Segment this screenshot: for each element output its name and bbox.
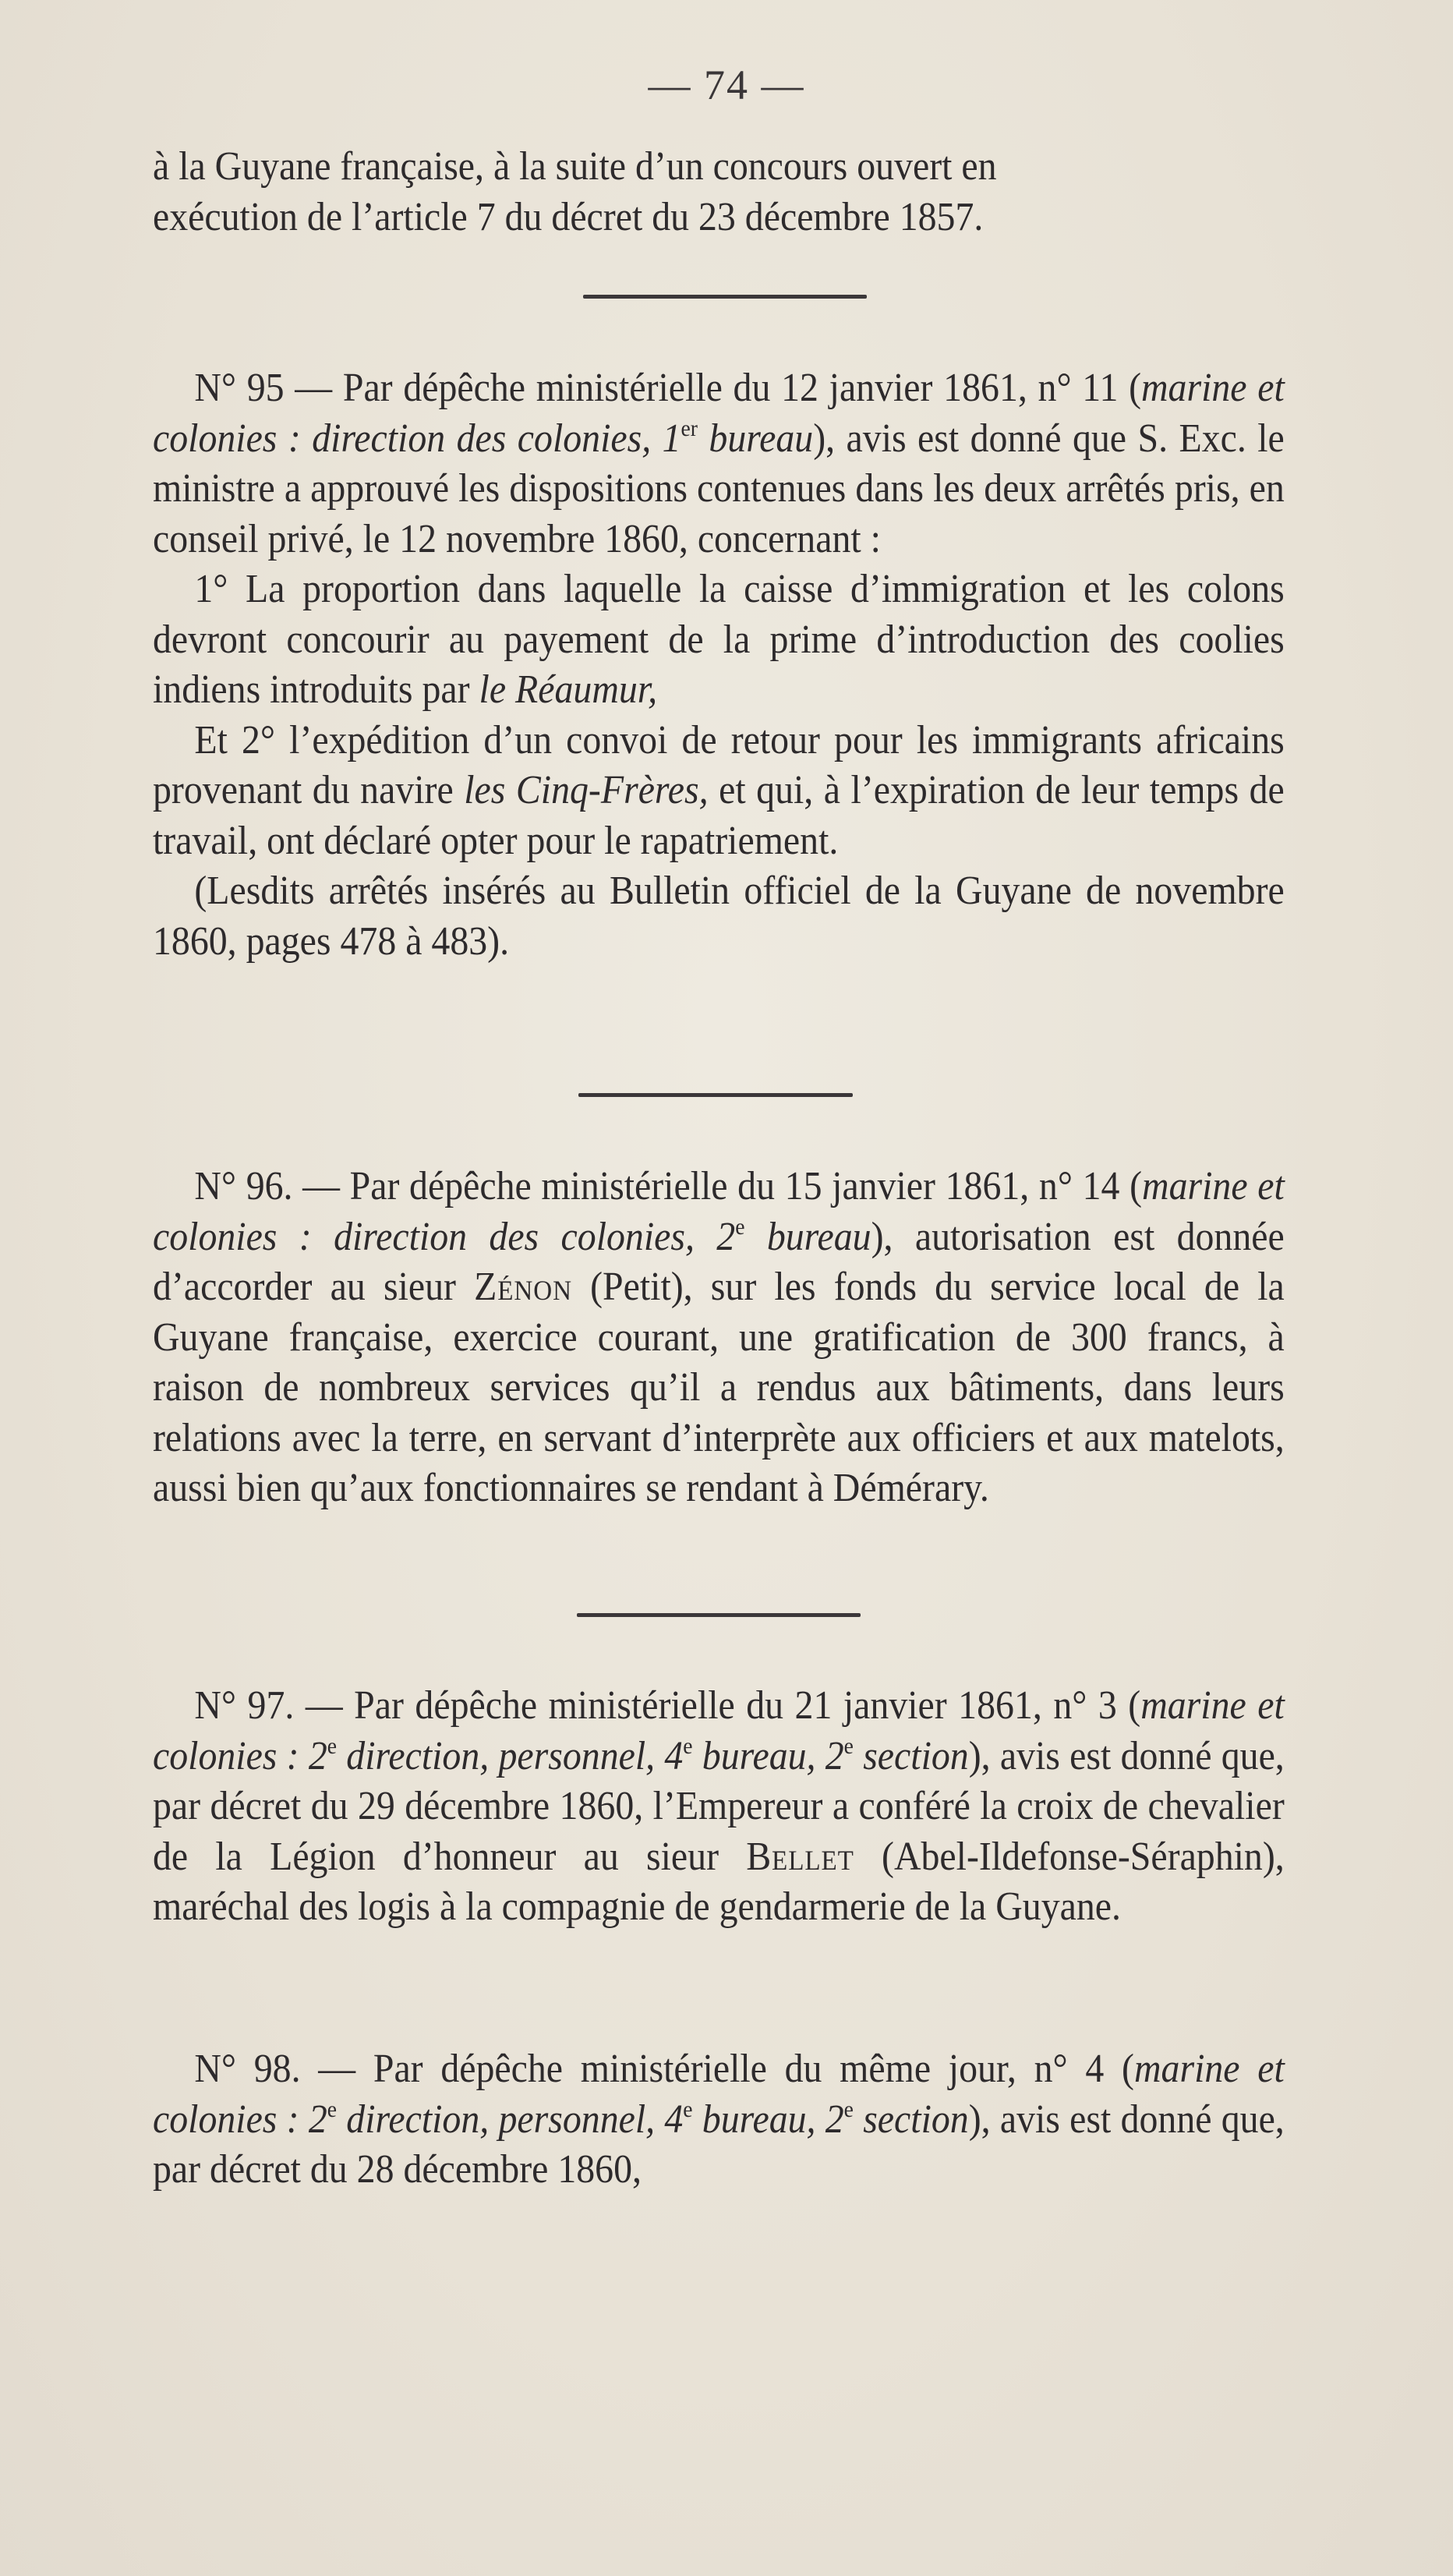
- entry-97-source-c: bureau, 2: [692, 1733, 844, 1778]
- entry-97-lead: N° 97. — Par dépêche ministérielle du 21 janvier 1861, n° 3: [194, 1683, 1117, 1728]
- entry-98-source-b: direction, personnel, 4: [337, 2097, 684, 2142]
- entry-97: [153, 1681, 1285, 1933]
- entry-95-source: marine et colonies : direction des colonies, 1: [153, 366, 1285, 461]
- entry-97-body-tail: (Abel-Ildefonse-Séraphin), maréchal des logis à la compagnie de gendarmerie de la Guyane.: [153, 1834, 1285, 1929]
- entry-96-body: autorisation est donnée d’accorder au sieur: [153, 1214, 1285, 1309]
- entry-95-item-2-text: Et 2° l’expédition d’un convoi de retour pour les immigrants africains provenant du navire: [153, 717, 1285, 812]
- entry-97-superscript-3: e: [843, 1732, 854, 1759]
- entry-98-source-open: (: [1122, 2047, 1134, 2091]
- entry-97-source-open: (: [1128, 1683, 1141, 1728]
- entry-96-source-bureau: bureau: [744, 1214, 871, 1259]
- section-divider-2: [578, 1093, 853, 1097]
- entry-98-paragraph: [153, 2044, 1285, 2196]
- ship-name-cinq-freres: les Cinq-Frères,: [464, 768, 709, 812]
- ship-name-reaumur: le Réaumur,: [479, 667, 658, 712]
- entry-97-superscript-1: e: [327, 1732, 338, 1759]
- entry-95-number-prefix: n° 11 (: [1038, 366, 1142, 410]
- entry-95-lead: N° 95 — Par dépêche ministérielle du 12 janvier 1861,: [194, 366, 1027, 410]
- entry-96: [153, 1162, 1285, 1514]
- entry-97-source-b: direction, personnel, 4: [337, 1733, 684, 1778]
- entry-95-source-close: ),: [813, 416, 836, 461]
- person-name-zenon: Zénon: [474, 1265, 572, 1309]
- entry-98-lead: N° 98. — Par dépêche ministérielle du même jour, n° 4: [194, 2047, 1105, 2091]
- entry-96-source-open: (: [1130, 1164, 1143, 1208]
- entry-98-superscript-2: e: [683, 2096, 693, 2122]
- entry-96-source-close: ),: [871, 1214, 893, 1259]
- continuation-line-1: à la Guyane française, à la suite d’un concours ouvert en: [153, 144, 997, 189]
- entry-97-body: avis est donné que, par décret du 29 décembre 1860, l’Empereur a conféré la croix de chevalier de la Légion d’honneur au sieur: [153, 1733, 1285, 1879]
- entry-97-superscript-2: e: [683, 1732, 693, 1759]
- entry-95-source-bureau: bureau: [697, 416, 814, 461]
- section-divider-3: [577, 1613, 861, 1617]
- continuation-paragraph: [153, 142, 1285, 242]
- entry-96-body-tail: (Petit), sur les fonds du service local de la Guyane française, exercice courant, une gratification de 300 francs, à raison de nombreux services qu’il a rendus aux bâtiments, dans leurs relations avec la terre, en servant d’interprète aux officiers et aux matelots, aussi bien qu’aux fonctionnaires se rendant à Démérary.: [153, 1265, 1285, 1510]
- entry-96-lead: N° 96. — Par dépêche ministérielle du 15 janvier 1861, n° 14: [194, 1164, 1120, 1208]
- entry-96-paragraph: [153, 1162, 1285, 1514]
- entry-95-item-2: [153, 716, 1285, 867]
- person-name-bellet: Bellet: [746, 1834, 854, 1879]
- entry-98-source-close: ),: [968, 2097, 991, 2142]
- entry-95: [153, 363, 1285, 967]
- entry-95-body: avis est donné que S. Exc. le ministre a approuvé les dispositions contenues dans les deux arrêtés pris, en conseil privé, le 12 novembre 1860, concernant :: [153, 416, 1285, 561]
- entry-96-superscript: e: [735, 1213, 745, 1240]
- entry-95-item-1-text: 1° La proportion dans laquelle la caisse d’immigration et les colons devront concourir au payement de la prime d’introduction des coolies indiens introduits par: [153, 567, 1285, 712]
- entry-98-source-a: marine et colonies : 2: [153, 2047, 1285, 2142]
- entry-98-superscript-3: e: [843, 2096, 854, 2122]
- entry-98-body: avis est donné que, par décret du 28 décembre 1860,: [153, 2097, 1285, 2192]
- entry-95-note: (Lesdits arrêtés insérés au Bulletin officiel de la Guyane de novembre 1860, pages 478 à 483).: [153, 869, 1285, 964]
- entry-95-item-1: [153, 564, 1285, 716]
- entry-97-source-a: marine et colonies : 2: [153, 1683, 1285, 1778]
- entry-98: [153, 2044, 1285, 2196]
- page-number: — 74 —: [648, 62, 805, 108]
- continuation-line-2: exécution de l’article 7 du décret du 23 décembre 1857.: [153, 194, 984, 239]
- entry-97-source-d: section: [853, 1733, 969, 1778]
- section-divider-1: [583, 295, 867, 299]
- entry-98-superscript-1: e: [327, 2096, 338, 2122]
- entry-97-source-close: ),: [968, 1733, 991, 1778]
- entry-95-paragraph: [153, 363, 1285, 564]
- entry-95-superscript: er: [681, 415, 698, 441]
- entry-98-source-d: section: [853, 2097, 969, 2142]
- entry-97-paragraph: [153, 1681, 1285, 1933]
- entry-95-item-2-tail: et qui, à l’expiration de leur temps de travail, ont déclaré opter pour le rapatriement.: [153, 768, 1285, 863]
- entry-98-source-c: bureau, 2: [692, 2097, 844, 2142]
- entry-96-source: marine et colonies : direction des colonies, 2: [153, 1164, 1285, 1259]
